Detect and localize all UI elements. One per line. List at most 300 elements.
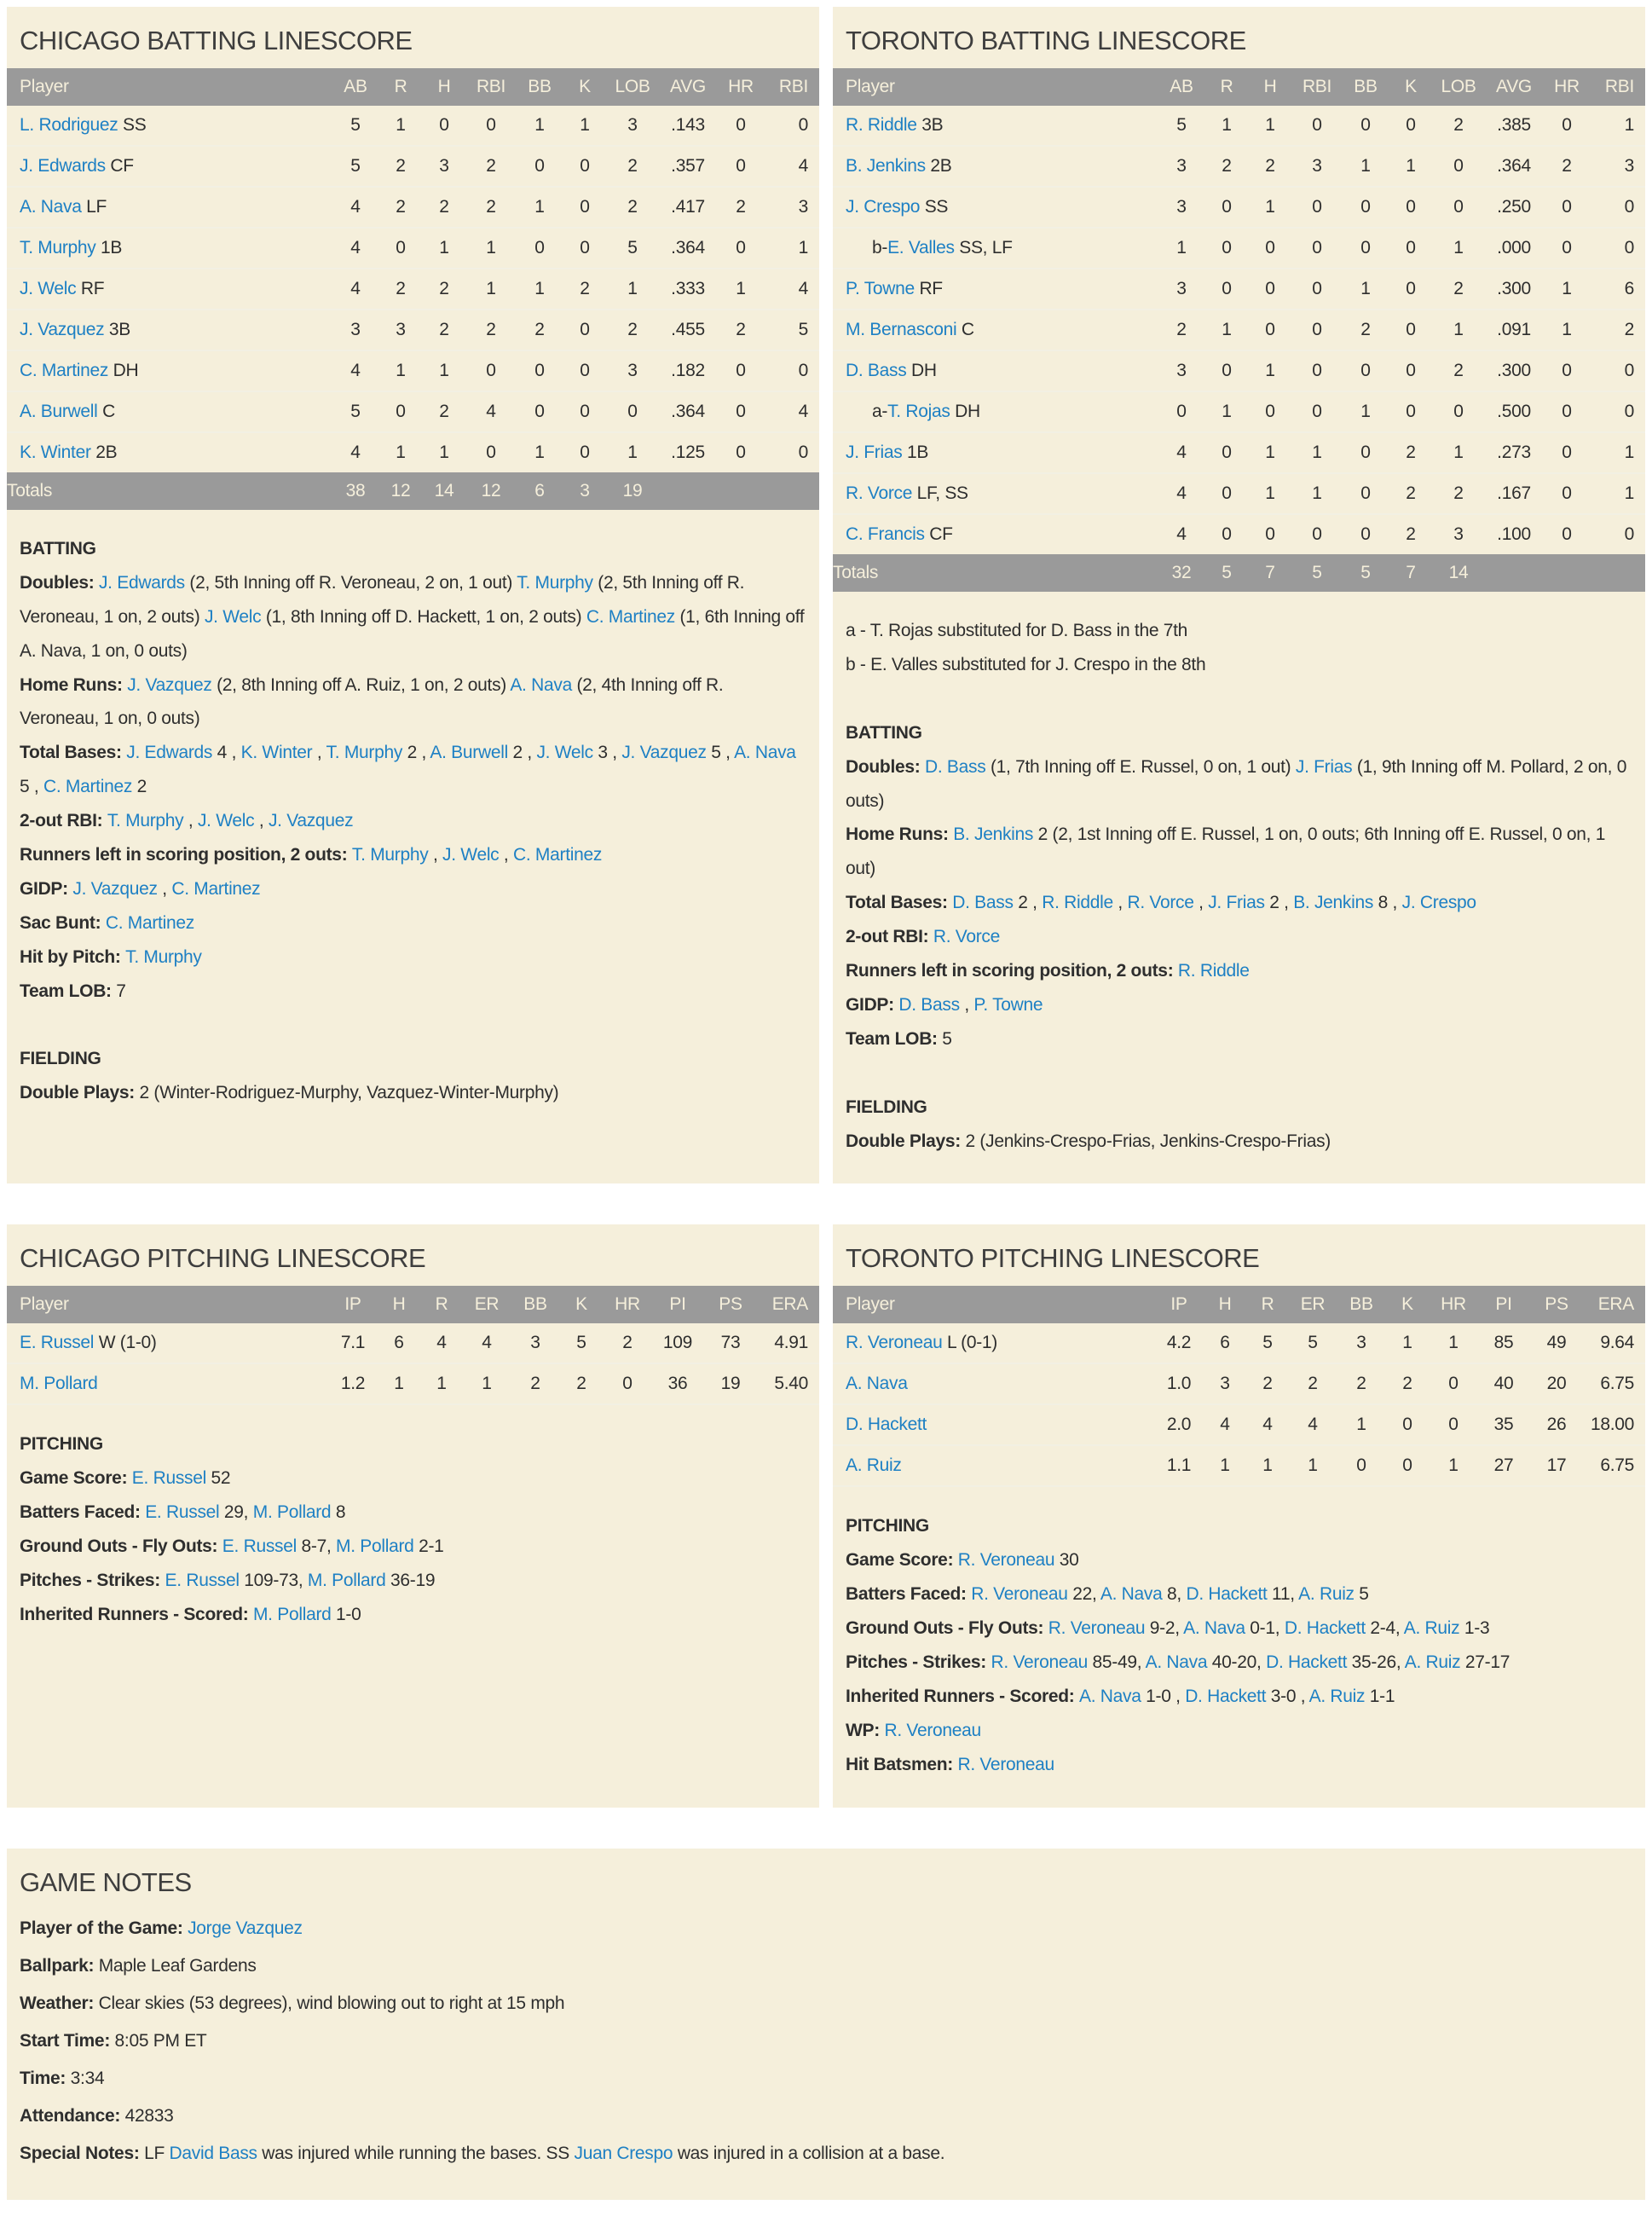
- stat-cell: 1: [1265, 115, 1275, 135]
- player-link[interactable]: T. Murphy: [351, 845, 429, 865]
- player-link[interactable]: C. Martinez: [513, 845, 603, 865]
- stat-cell: 1: [1205, 310, 1248, 350]
- player-cell: [7, 228, 332, 269]
- totals-cell: 38: [332, 472, 379, 510]
- note-text: (2, 4th Inning off R. Veroneau, 1 on, 0 outs): [20, 674, 724, 729]
- col-r: R: [420, 1286, 463, 1323]
- player-link[interactable]: P. Towne: [846, 279, 915, 298]
- player-link[interactable]: M. Pollard: [252, 1502, 332, 1523]
- note-text: 11,: [1267, 1584, 1299, 1605]
- stat-cell: 2: [422, 187, 466, 228]
- player-link[interactable]: D. Bass: [846, 361, 907, 380]
- totals-row: [833, 554, 1645, 592]
- player-link[interactable]: A. Nava: [510, 674, 572, 695]
- player-position: SS: [920, 197, 949, 217]
- stat-cell: 3: [627, 115, 638, 135]
- note-line: [20, 872, 806, 906]
- stat-cell: 2: [379, 269, 422, 310]
- player-link[interactable]: J. Vazquez: [127, 674, 212, 695]
- stat-cell: 5: [350, 115, 361, 135]
- player-link[interactable]: J. Welc: [20, 279, 77, 298]
- player-link[interactable]: A. Ruiz: [1308, 1686, 1366, 1706]
- stat-cell: 2: [1389, 473, 1432, 514]
- note-line: [846, 818, 1632, 886]
- notes-section-heading: BATTING: [20, 539, 96, 558]
- col-pi: PI: [652, 1286, 703, 1323]
- player-link[interactable]: L. Rodriguez: [20, 115, 118, 135]
- stat-cell: 0: [1248, 228, 1292, 269]
- player-link[interactable]: R. Veroneau: [957, 1550, 1055, 1571]
- player-link[interactable]: T. Rojas: [887, 402, 950, 421]
- player-position: SS, LF: [954, 238, 1013, 257]
- stat-cell: 3: [1158, 269, 1205, 310]
- stat-cell: 35: [1478, 1404, 1529, 1445]
- header-row: [833, 1286, 1645, 1323]
- stat-cell: 1: [1248, 432, 1292, 473]
- col-er: ER: [463, 1286, 511, 1323]
- note-text: 35-26,: [1347, 1652, 1405, 1673]
- stat-cell: 85: [1493, 1333, 1514, 1353]
- stat-cell: 1: [1389, 146, 1432, 187]
- game-note-line: [20, 1910, 1632, 1947]
- player-link[interactable]: D. Bass: [898, 994, 960, 1015]
- player-link[interactable]: A. Nava: [1100, 1584, 1163, 1605]
- player-link[interactable]: J. Welc: [442, 845, 500, 865]
- stat-cell: 4: [1158, 514, 1205, 554]
- stat-cell: 4: [1246, 1404, 1289, 1445]
- stat-cell: 1: [1289, 1445, 1337, 1486]
- stat-cell: 0: [466, 432, 516, 472]
- stat-cell: 3: [530, 1333, 540, 1353]
- col-era: ERA: [758, 1286, 819, 1323]
- player-link[interactable]: J. Vazquez: [20, 320, 105, 339]
- stat-cell: 0: [1205, 350, 1248, 391]
- note-label: Ground Outs - Fly Outs:: [846, 1618, 1048, 1639]
- note-text: (2, 5th Inning off R. Veroneau, 1 on, 2 outs): [20, 572, 745, 627]
- player-link[interactable]: T. Murphy: [326, 743, 403, 763]
- game-notes-title: GAME NOTES: [20, 1866, 192, 1897]
- note-label: GIDP:: [846, 994, 899, 1015]
- player-row: [833, 514, 1645, 554]
- note-label: 2-out RBI:: [20, 811, 107, 831]
- stat-cell: 0: [765, 350, 819, 391]
- note-line: [20, 1598, 806, 1632]
- notes-section-heading: BATTING: [846, 722, 922, 743]
- totals-row: [7, 472, 819, 510]
- player-link[interactable]: T. Murphy: [125, 946, 202, 967]
- player-position: L (0-1): [942, 1333, 997, 1353]
- player-link[interactable]: D. Hackett: [846, 1415, 927, 1435]
- note-label: Double Plays:: [20, 1083, 140, 1103]
- stat-cell: 1: [1402, 1333, 1412, 1353]
- player-link[interactable]: A. Nava: [846, 1374, 908, 1394]
- stat-cell: 2: [466, 310, 516, 350]
- totals-cell: 5: [1342, 554, 1389, 592]
- player-row: [7, 106, 819, 146]
- player-link[interactable]: R. Riddle: [846, 115, 917, 135]
- note-label: Home Runs:: [20, 674, 128, 695]
- panel-notes: [846, 1509, 1632, 1781]
- note-line: [846, 614, 1632, 648]
- player-link[interactable]: R. Vorce: [1127, 893, 1194, 913]
- stat-cell: 3: [1158, 187, 1205, 228]
- player-link[interactable]: C. Martinez: [105, 912, 194, 933]
- col-h: H: [1248, 68, 1292, 106]
- player-link[interactable]: D. Hackett: [1185, 1686, 1267, 1706]
- player-link[interactable]: R. Veroneau: [957, 1754, 1054, 1774]
- player-row: [833, 1363, 1645, 1404]
- player-link[interactable]: M. Pollard: [20, 1374, 98, 1394]
- stat-cell: 0: [1386, 1404, 1429, 1445]
- note-text: 2 ,: [402, 743, 430, 763]
- stat-cell: 0: [1342, 432, 1389, 473]
- player-link[interactable]: D. Bass: [952, 893, 1014, 913]
- stat-cell: 0: [563, 310, 606, 350]
- stat-cell: 4: [765, 146, 819, 187]
- notes-section-heading: FIELDING: [20, 1049, 101, 1069]
- player-position: 1B: [95, 238, 123, 257]
- player-link[interactable]: R. Riddle: [1177, 961, 1250, 981]
- stat-cell: .143: [671, 115, 705, 135]
- player-cell: [833, 1404, 1154, 1445]
- stat-cell: 0: [1389, 187, 1432, 228]
- player-link[interactable]: R. Veroneau: [971, 1584, 1068, 1605]
- col-rbi: RBI: [1591, 68, 1645, 106]
- player-link[interactable]: M. Bernasconi: [846, 320, 957, 339]
- note-text: ,: [254, 811, 269, 831]
- note-text: 8:05 PM ET: [114, 2030, 207, 2051]
- player-row: [833, 310, 1645, 350]
- player-position: 1B: [902, 443, 929, 462]
- stat-cell: 0: [1342, 350, 1389, 391]
- player-link[interactable]: R. Veroneau: [1048, 1618, 1146, 1639]
- player-link[interactable]: M. Pollard: [307, 1571, 386, 1591]
- player-link[interactable]: E. Russel: [20, 1333, 95, 1353]
- totals-cell: 5: [1292, 554, 1342, 592]
- stat-cell: 3: [1356, 1333, 1366, 1353]
- totals-label: Totals: [833, 554, 1158, 592]
- stat-cell: 40: [1478, 1363, 1529, 1404]
- player-link[interactable]: E. Russel: [145, 1502, 220, 1523]
- player-link[interactable]: R. Vorce: [846, 483, 913, 503]
- stat-cell: 0: [1543, 432, 1591, 473]
- player-cell: [833, 228, 1158, 269]
- note-line: [20, 566, 806, 668]
- stat-cell: 0: [736, 115, 746, 135]
- note-text: (1, 8th Inning off D. Hackett, 1 on, 2 outs): [261, 606, 586, 627]
- stat-cell: 1: [466, 269, 516, 310]
- player-link[interactable]: A. Ruiz: [846, 1455, 902, 1476]
- player-link[interactable]: D. Bass: [924, 756, 986, 777]
- player-link[interactable]: A. Burwell: [430, 743, 508, 763]
- player-link[interactable]: Juan Crespo: [574, 2144, 673, 2164]
- note-label: Sac Bunt:: [20, 912, 106, 933]
- stat-cell: 0: [1342, 187, 1389, 228]
- stat-cell: .333: [659, 269, 717, 310]
- col-k: K: [560, 1286, 603, 1323]
- player-link[interactable]: A. Nava: [1183, 1618, 1245, 1639]
- note-line: [846, 1748, 1632, 1782]
- player-link[interactable]: C. Francis: [846, 524, 925, 544]
- note-text: (1, 6th Inning off A. Nava, 1 on, 0 outs): [20, 606, 805, 661]
- header-row: [7, 68, 819, 106]
- player-cell: [833, 187, 1158, 228]
- stat-cell: 2: [563, 269, 606, 310]
- player-cell: [7, 350, 332, 391]
- player-link[interactable]: E. Russel: [165, 1571, 240, 1591]
- totals-cell: 14: [1432, 554, 1485, 592]
- note-label: Inherited Runners - Scored:: [20, 1604, 253, 1624]
- stat-cell: 1: [516, 432, 563, 472]
- note-line: [20, 804, 806, 838]
- player-link[interactable]: J. Vazquez: [621, 743, 707, 763]
- stat-cell: 1: [606, 269, 659, 310]
- player-link[interactable]: T. Murphy: [107, 811, 184, 831]
- player-cell: [7, 432, 332, 472]
- col-k: K: [1389, 68, 1432, 106]
- note-text: 1-3: [1459, 1618, 1490, 1639]
- player-link[interactable]: C. Martinez: [20, 361, 109, 380]
- player-link[interactable]: A. Ruiz: [1404, 1652, 1461, 1673]
- stat-cell: 0: [439, 115, 449, 135]
- stat-cell: 0: [1591, 514, 1645, 554]
- player-link[interactable]: J. Welc: [197, 811, 255, 831]
- note-label: Game Score:: [846, 1550, 958, 1571]
- note-text: (1, 9th Inning off M. Pollard, 2 on, 0 outs): [846, 756, 1627, 811]
- stat-cell: 1: [1248, 350, 1292, 391]
- stat-cell: 0: [1342, 514, 1389, 554]
- player-link[interactable]: J. Frias: [846, 443, 903, 462]
- stat-cell: 5: [1262, 1333, 1273, 1353]
- player-link[interactable]: C. Martinez: [171, 878, 261, 899]
- stat-cell: 0: [1591, 391, 1645, 432]
- note-text: Maple Leaf Gardens: [98, 1955, 257, 1976]
- stat-cell: 4: [332, 228, 379, 269]
- player-link[interactable]: R. Riddle: [1042, 893, 1113, 913]
- player-row: [833, 432, 1645, 473]
- stat-cell: 1: [420, 1363, 463, 1404]
- player-link[interactable]: J. Welc: [536, 743, 593, 763]
- stat-cell: .125: [659, 432, 717, 472]
- note-line: [846, 648, 1632, 682]
- stat-cell: 0: [1360, 115, 1371, 135]
- note-text: ,: [183, 811, 198, 831]
- col-era: ERA: [1584, 1286, 1645, 1323]
- stat-cell: 1: [396, 115, 406, 135]
- note-label: Hit Batsmen:: [846, 1754, 958, 1774]
- player-link[interactable]: M. Pollard: [336, 1536, 414, 1557]
- stat-cell: 0: [717, 350, 765, 391]
- player-link[interactable]: J. Crespo: [1401, 893, 1476, 913]
- note-line: [20, 1496, 806, 1530]
- note-text: 1-1: [1365, 1686, 1395, 1706]
- player-link[interactable]: D. Hackett: [1284, 1618, 1366, 1639]
- note-text: 3-0 ,: [1266, 1686, 1309, 1706]
- stat-cell: 0: [1205, 269, 1248, 310]
- player-link[interactable]: E. Russel: [222, 1536, 297, 1557]
- stat-cell: 1: [1248, 473, 1292, 514]
- note-text: 2 ,: [507, 743, 537, 763]
- player-link[interactable]: J. Vazquez: [268, 811, 354, 831]
- player-cell: [833, 146, 1158, 187]
- stat-cell: 1: [1342, 146, 1389, 187]
- note-line: [846, 920, 1632, 954]
- stat-cell: 36: [652, 1363, 703, 1404]
- player-link[interactable]: D. Hackett: [1186, 1584, 1268, 1605]
- note-label: Start Time:: [20, 2030, 115, 2051]
- note-label: Pitches - Strikes:: [20, 1571, 165, 1591]
- note-label: Inherited Runners - Scored:: [846, 1686, 1079, 1706]
- player-link[interactable]: A. Ruiz: [1298, 1584, 1355, 1605]
- player-position: C: [97, 402, 115, 421]
- player-link[interactable]: J. Edwards: [98, 572, 185, 593]
- col-bb: BB: [511, 1286, 560, 1323]
- stat-cell: 0: [1205, 432, 1248, 473]
- note-label: Runners left in scoring position, 2 outs:: [846, 961, 1178, 981]
- player-link[interactable]: A. Burwell: [20, 402, 98, 421]
- col-bb: BB: [1342, 68, 1389, 106]
- player-link[interactable]: A. Ruiz: [1403, 1618, 1460, 1639]
- linescore-table-container: [7, 1286, 819, 1405]
- player-cell: [7, 1323, 328, 1363]
- player-link[interactable]: R. Veroneau: [991, 1652, 1088, 1673]
- col-h: H: [1204, 1286, 1246, 1323]
- player-row: [7, 1323, 819, 1363]
- player-position: RF: [914, 279, 943, 298]
- col-rbi: RBI: [765, 68, 819, 106]
- player-link[interactable]: B. Jenkins: [1293, 893, 1374, 913]
- col-player: Player: [833, 1286, 1154, 1323]
- player-cell: [833, 350, 1158, 391]
- note-line: [846, 1125, 1632, 1159]
- note-text: 52: [205, 1468, 231, 1489]
- player-link[interactable]: R. Veroneau: [884, 1720, 981, 1740]
- player-link[interactable]: A. Nava: [20, 197, 82, 217]
- player-link[interactable]: T. Murphy: [517, 572, 593, 593]
- note-line: [20, 1564, 806, 1598]
- player-link[interactable]: B. Jenkins: [953, 825, 1034, 845]
- player-link[interactable]: David Bass: [169, 2144, 257, 2164]
- player-link[interactable]: C. Martinez: [586, 606, 675, 627]
- stat-cell: 6: [394, 1333, 404, 1353]
- note-line: [846, 1714, 1632, 1748]
- player-link[interactable]: C. Martinez: [43, 777, 133, 797]
- player-link[interactable]: J. Edwards: [126, 743, 213, 763]
- stat-cell: 0: [1389, 269, 1432, 310]
- stat-cell: 7.1: [340, 1333, 366, 1353]
- col-player: Player: [7, 68, 332, 106]
- player-link[interactable]: R. Veroneau: [846, 1333, 943, 1353]
- note-label: GIDP:: [20, 878, 73, 899]
- player-row: [7, 350, 819, 391]
- player-link[interactable]: Jorge Vazquez: [188, 1918, 303, 1938]
- player-link[interactable]: M. Pollard: [252, 1604, 332, 1624]
- notes-section-heading: PITCHING: [846, 1516, 929, 1536]
- player-link[interactable]: A. Nava: [1078, 1686, 1141, 1706]
- note-text: 27-17: [1460, 1652, 1510, 1673]
- player-link[interactable]: J. Frias: [1208, 893, 1265, 913]
- notes-gap: [846, 1056, 1632, 1091]
- game-note-line: [20, 2022, 1632, 2060]
- totals-cell: 14: [422, 472, 466, 510]
- stat-cell: 0: [1543, 391, 1591, 432]
- player-cell: [7, 1363, 328, 1404]
- stat-cell: 0: [563, 432, 606, 472]
- col-hr: HR: [717, 68, 765, 106]
- player-link[interactable]: B. Jenkins: [846, 156, 926, 176]
- stat-cell: 0: [1292, 350, 1342, 391]
- player-link[interactable]: J. Welc: [204, 606, 262, 627]
- note-text: 85-49,: [1088, 1652, 1146, 1673]
- player-link[interactable]: R. Vorce: [933, 927, 1000, 947]
- player-cell: [7, 146, 332, 187]
- stat-cell: 2: [606, 187, 659, 228]
- stat-cell: 2: [422, 391, 466, 432]
- stat-cell: 1: [1432, 228, 1485, 269]
- note-label: Hit by Pitch:: [20, 946, 126, 967]
- player-link[interactable]: D. Hackett: [1266, 1652, 1348, 1673]
- note-text: 40-20,: [1207, 1652, 1267, 1673]
- stat-cell: 0: [563, 187, 606, 228]
- player-row: [833, 1445, 1645, 1486]
- player-cell: [7, 310, 332, 350]
- player-link[interactable]: J. Crespo: [846, 197, 921, 217]
- player-cell: [7, 391, 332, 432]
- player-link[interactable]: A. Nava: [1145, 1652, 1208, 1673]
- stat-cell: 3: [1591, 146, 1645, 187]
- stat-cell: 0: [379, 391, 422, 432]
- stat-cell: 3: [1432, 514, 1485, 554]
- col-lob: LOB: [606, 68, 659, 106]
- col-bb: BB: [516, 68, 563, 106]
- player-link[interactable]: K. Winter: [240, 743, 313, 763]
- player-link[interactable]: K. Winter: [20, 443, 91, 462]
- player-link[interactable]: P. Towne: [973, 994, 1043, 1015]
- stat-cell: 0: [1292, 514, 1342, 554]
- stat-cell: 2: [606, 146, 659, 187]
- stat-cell: 0: [717, 146, 765, 187]
- stat-cell: 0: [486, 115, 496, 135]
- player-link[interactable]: A. Nava: [734, 743, 796, 763]
- stat-cell: 3: [1158, 146, 1205, 187]
- player-row: [7, 146, 819, 187]
- note-line: [846, 1577, 1632, 1612]
- stat-cell: 2: [1453, 115, 1464, 135]
- player-position: DH: [108, 361, 139, 380]
- stat-cell: 0: [1389, 350, 1432, 391]
- player-cell: [833, 473, 1158, 514]
- player-link[interactable]: J. Edwards: [20, 156, 106, 176]
- player-link[interactable]: J. Vazquez: [72, 878, 158, 899]
- player-row: [7, 1363, 819, 1404]
- stat-cell: 4: [765, 269, 819, 310]
- player-link[interactable]: J. Frias: [1295, 756, 1353, 777]
- note-text: 5: [1354, 1584, 1369, 1605]
- totals-cell: [765, 472, 819, 510]
- player-link[interactable]: T. Murphy: [20, 238, 96, 257]
- stat-cell: 5.40: [758, 1363, 819, 1404]
- player-link[interactable]: E. Russel: [131, 1468, 206, 1489]
- col-rbi: RBI: [466, 68, 516, 106]
- note-label: Ground Outs - Fly Outs:: [20, 1536, 222, 1557]
- note-text: 2-4,: [1365, 1618, 1404, 1639]
- stat-cell: 0: [1543, 473, 1591, 514]
- stat-cell: 0: [466, 350, 516, 391]
- stat-cell: 49: [1546, 1333, 1567, 1353]
- header-row: [833, 68, 1645, 106]
- player-link[interactable]: E. Valles: [887, 238, 955, 257]
- note-text: 8 ,: [1373, 893, 1402, 913]
